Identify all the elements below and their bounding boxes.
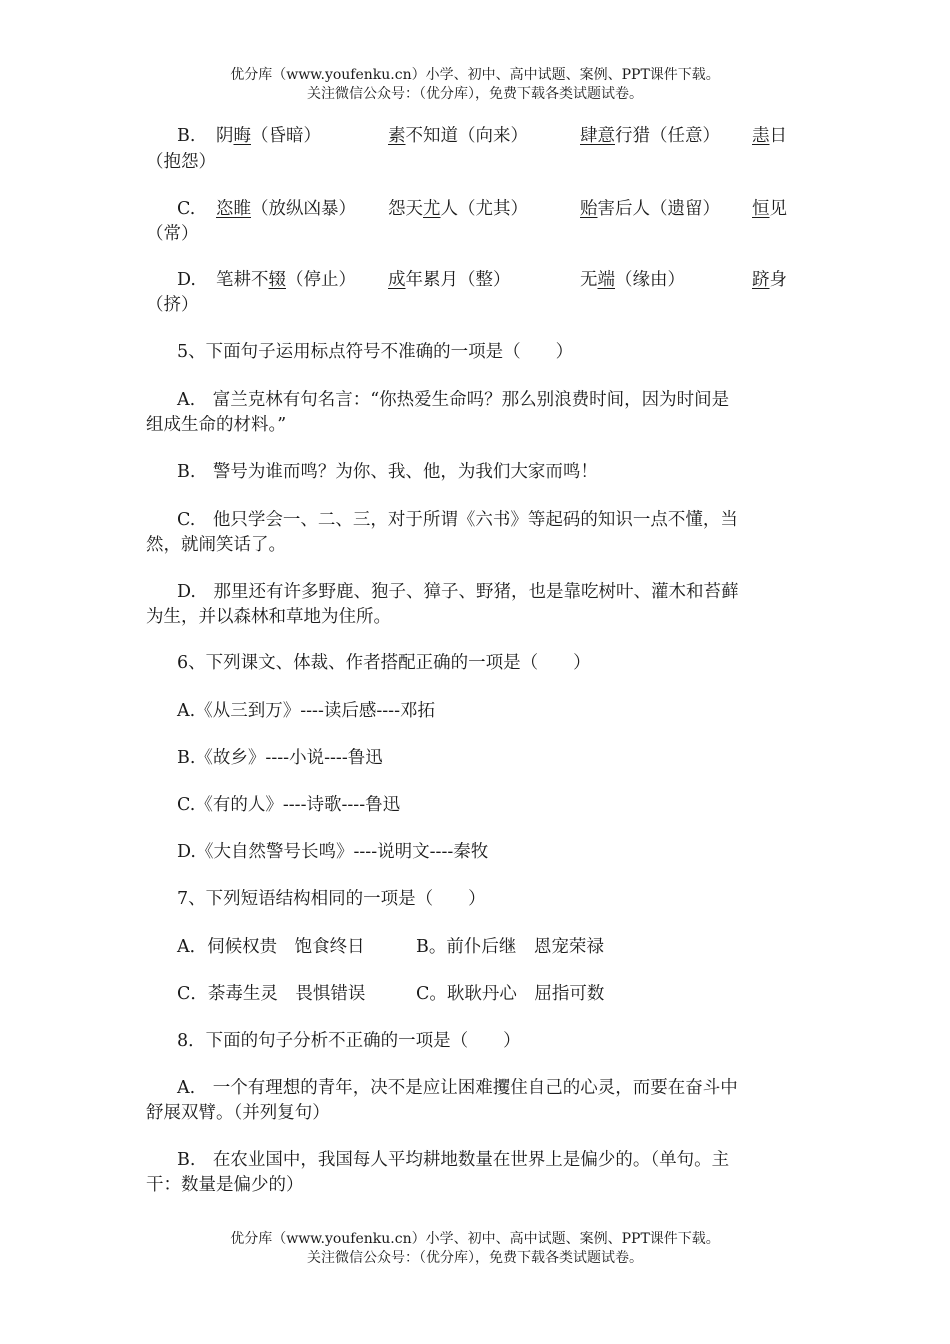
q4-b-item-1: 阴晦（昏暗） <box>216 126 321 146</box>
q4-d-item-4: 跻身 <box>752 270 787 290</box>
q4-c-item-1: 恣睢（放纵凶暴） <box>216 199 356 219</box>
q5-option-d-line-2: 为生，并以森林和草地为住所。 <box>146 607 391 627</box>
q6-option-a: A.《从三到万》----读后感----邓拓 <box>177 701 436 721</box>
q5-option-a-line-2: 组成生命的材料。” <box>146 415 287 435</box>
q4-d-item-2: 成年累月（整） <box>388 270 511 290</box>
q4-b-label: B. <box>177 126 196 146</box>
q4-d-wrap: （挤） <box>146 295 199 315</box>
q5-option-b: B. 警号为谁而鸣？为你、我、他，为我们大家而鸣！ <box>177 462 598 482</box>
q4-c-item-2: 怨天尤人（尤其） <box>388 199 528 219</box>
q7-option-c: C．荼毒生灵 畏惧错误 <box>177 984 366 1004</box>
q5-option-c-line-1: C. 他只学会一、二、三，对于所谓《六书》等起码的知识一点不懂，当 <box>177 510 738 530</box>
q4-d-label: D. <box>177 270 196 290</box>
footer-line-1: 优分库（www.youfenku.cn）小学、初中、高中试题、案例、PPT课件下载。 <box>230 1231 720 1247</box>
q4-d-item-3: 无端（缘由） <box>580 270 685 290</box>
q6-stem: 6、下列课文、体裁、作者搭配正确的一项是（ ） <box>177 653 591 673</box>
q8-option-b-line-1: B. 在农业国中，我国每人平均耕地数量在世界上是偏少的。（单句。主 <box>177 1150 730 1170</box>
q4-c-label: C. <box>177 199 196 219</box>
q4-c-item-4: 恒见 <box>752 199 787 219</box>
q5-stem: 5、下面句子运用标点符号不准确的一项是（ ） <box>177 342 574 362</box>
page-header <box>0 66 950 104</box>
q4-d-item-1: 笔耕不辍（停止） <box>216 270 356 290</box>
q6-option-c: C.《有的人》----诗歌----鲁迅 <box>177 795 401 815</box>
q4-b-item-4: 恚日 <box>752 126 787 146</box>
q4-c-wrap: （常） <box>146 224 199 244</box>
q6-option-b: B.《故乡》----小说----鲁迅 <box>177 748 383 768</box>
header-line-1: 优分库（www.youfenku.cn）小学、初中、高中试题、案例、PPT课件下载。 <box>230 67 720 83</box>
q5-option-c-line-2: 然，就闹笑话了。 <box>146 535 286 555</box>
q5-option-d-line-1: D. 那里还有许多野鹿、狍子、獐子、野猪，也是靠吃树叶、灌木和苔藓 <box>177 582 739 602</box>
q8-option-a-line-2: 舒展双臂。（并列复句） <box>146 1103 330 1123</box>
page-footer <box>0 1230 950 1268</box>
header-line-2: 关注微信公众号：（优分库），免费下载各类试题试卷。 <box>307 86 643 102</box>
q5-option-a-line-1: A. 富兰克林有句名言：“你热爱生命吗？那么别浪费时间，因为时间是 <box>177 390 730 410</box>
q7-stem: 7、下列短语结构相同的一项是（ ） <box>177 889 486 909</box>
q7-option-d: C。耿耿丹心 屈指可数 <box>416 984 605 1004</box>
q7-option-a: A．伺候权贵 饱食终日 <box>177 937 365 957</box>
q8-option-b-line-2: 干：数量是偏少的） <box>146 1175 304 1195</box>
q4-b-item-2: 素不知道（向来） <box>388 126 528 146</box>
footer-line-2: 关注微信公众号：（优分库），免费下载各类试题试卷。 <box>307 1250 643 1266</box>
q8-option-a-line-1: A. 一个有理想的青年，决不是应让困难攫住自己的心灵，而要在奋斗中 <box>177 1078 738 1098</box>
q6-option-d: D.《大自然警号长鸣》----说明文----秦牧 <box>177 842 489 862</box>
q7-option-b: B。前仆后继 恩宠荣禄 <box>416 937 604 957</box>
q4-b-item-3: 肆意行猎（任意） <box>580 126 720 146</box>
q4-b-wrap: （抱怨） <box>146 152 216 172</box>
q4-c-item-3: 贻害后人（遗留） <box>580 199 720 219</box>
q8-stem: 8．下面的句子分析不正确的一项是（ ） <box>177 1031 521 1051</box>
